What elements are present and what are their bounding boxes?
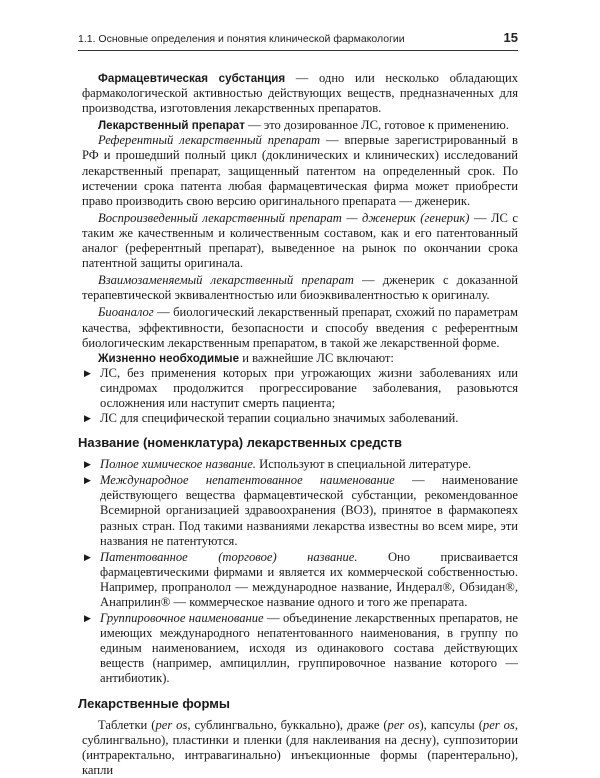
bullet-triangle-icon: ▶ [84,551,91,562]
list-item: ▶ Группировочное наименование — объединение лекарственных препаратов, не имеющих международного непатентованного наименования, в группу по единым наименованием, исходя из одинакового состава действующих веществ (например, ампициллин, группировочное название которого — антибиотик). [84,611,519,686]
term-substance: Фармацевтическая субстанция [98,72,286,85]
list-item: ▶ ЛС, без применения которых при угрожающих жизни заболеваниях или синдромах продолжится прогрессирование заболевания, разовьются осложнения или наступит смерть пациента; [84,365,518,410]
chapter-title: 1.1. Основные определения и понятия клинической фармакологии [78,33,405,45]
term-vital: Жизненно необходимые [98,351,240,365]
paragraph-drug [82,118,518,133]
term-generic: Воспроизведенный лекарственный препарат — дженерик (генерик) [98,210,470,225]
term-interchangeable: Взаимозаменяемый лекарственный препарат [98,273,354,288]
term-drug: Лекарственный препарат [98,119,245,133]
list-item: ▶ Международное непатентованное наименование — наименование действующего вещества фармацевтической субстанции, рекомендованное Всемирной организацией здравоохранения (ВОЗ), принятое в фармакопеях разных стран. Под такими названиями лекарства известны во всем мире, эти названия не патентуются. [84,473,519,548]
bullet-triangle-icon: ▶ [84,613,91,624]
bullet-triangle-icon: ▶ [84,413,91,424]
running-head [78,30,518,51]
paragraph-generic [82,211,518,271]
nomenclature-list [82,457,518,686]
paragraph-forms: Таблетки (per os, сублингвально, буккально), драже (per os), капсулы (per os, сублингвально), пластинки и пленки (для наклеивания на десну), суппозитории (интраректально, интравагинально) инъекционные формы (парентерально), капли [82,717,518,777]
section-heading-nomenclature: Название (номенклатура) лекарственных средств [78,435,402,451]
definition-reference: — впервые зарегистрированный в РФ и прошедший полный цикл (доклинических и клинических) исследований лекарственный препарат, защищенный патентом на определенный срок. По истечении срока патента любая фармацевтическая фирма может приобрести право производить свою версию оригинального препарата — дженерик. [82,133,518,208]
term-bioanalog: Биоаналог [98,305,154,320]
paragraph-interchangeable [82,273,518,303]
paragraph-bioanalog [82,305,518,350]
vital-list [82,366,518,426]
paragraph-reference [82,133,518,208]
term-reference: Референтный лекарственный препарат [98,133,321,148]
page-body [78,71,519,778]
section-heading-forms: Лекарственные формы [78,695,230,711]
paragraph-vital [82,351,518,366]
page-number: 15 [503,30,518,45]
definition-interchangeable: — дженерик с доказанной терапевтической эквивалентностью или биоэквивалентностью к оригиналу. [82,273,518,303]
definition-vital: и важнейшие ЛС включают: [239,350,394,365]
definition-drug: — это дозированное ЛС, готовое к применению. [244,118,509,133]
bullet-triangle-icon: ▶ [84,475,91,486]
bullet-triangle-icon: ▶ [84,459,91,470]
definition-substance: — одно или несколько обладающих фармакологической активностью действующих веществ, предназначенных для производства, изготовления лекарственных препаратов. [82,71,518,116]
list-item: ▶ Полное химическое название. Используют в специальной литературе. [84,457,472,472]
definition-generic: — ЛС с таким же качественным и количественным составом, как и его патентованный аналог (референтный препарат), выведенное на рынок по окончании срока патентной защиты оригинала. [82,210,519,271]
list-item: ▶ Патентованное (торговое) название. Оно присваивается фармацевтическими фирмами и является их коммерческой собственностью. Например, пропранолол — международное название, Индерал®, Обзидан®, Анаприлин® — коммерческое название одного и того же препарата. [84,549,518,609]
paragraph-substance [82,71,518,116]
definition-bioanalog: — биологический лекарственный препарат, схожий по параметрам качества, эффективности, безопасности и способу введения с референтным биологическим лекарственным препаратом, в такой же лекарственной форме. [82,305,518,350]
list-item: ▶ ЛС для специфической терапии социально значимых заболеваний. [84,411,459,426]
bullet-triangle-icon: ▶ [84,367,91,378]
